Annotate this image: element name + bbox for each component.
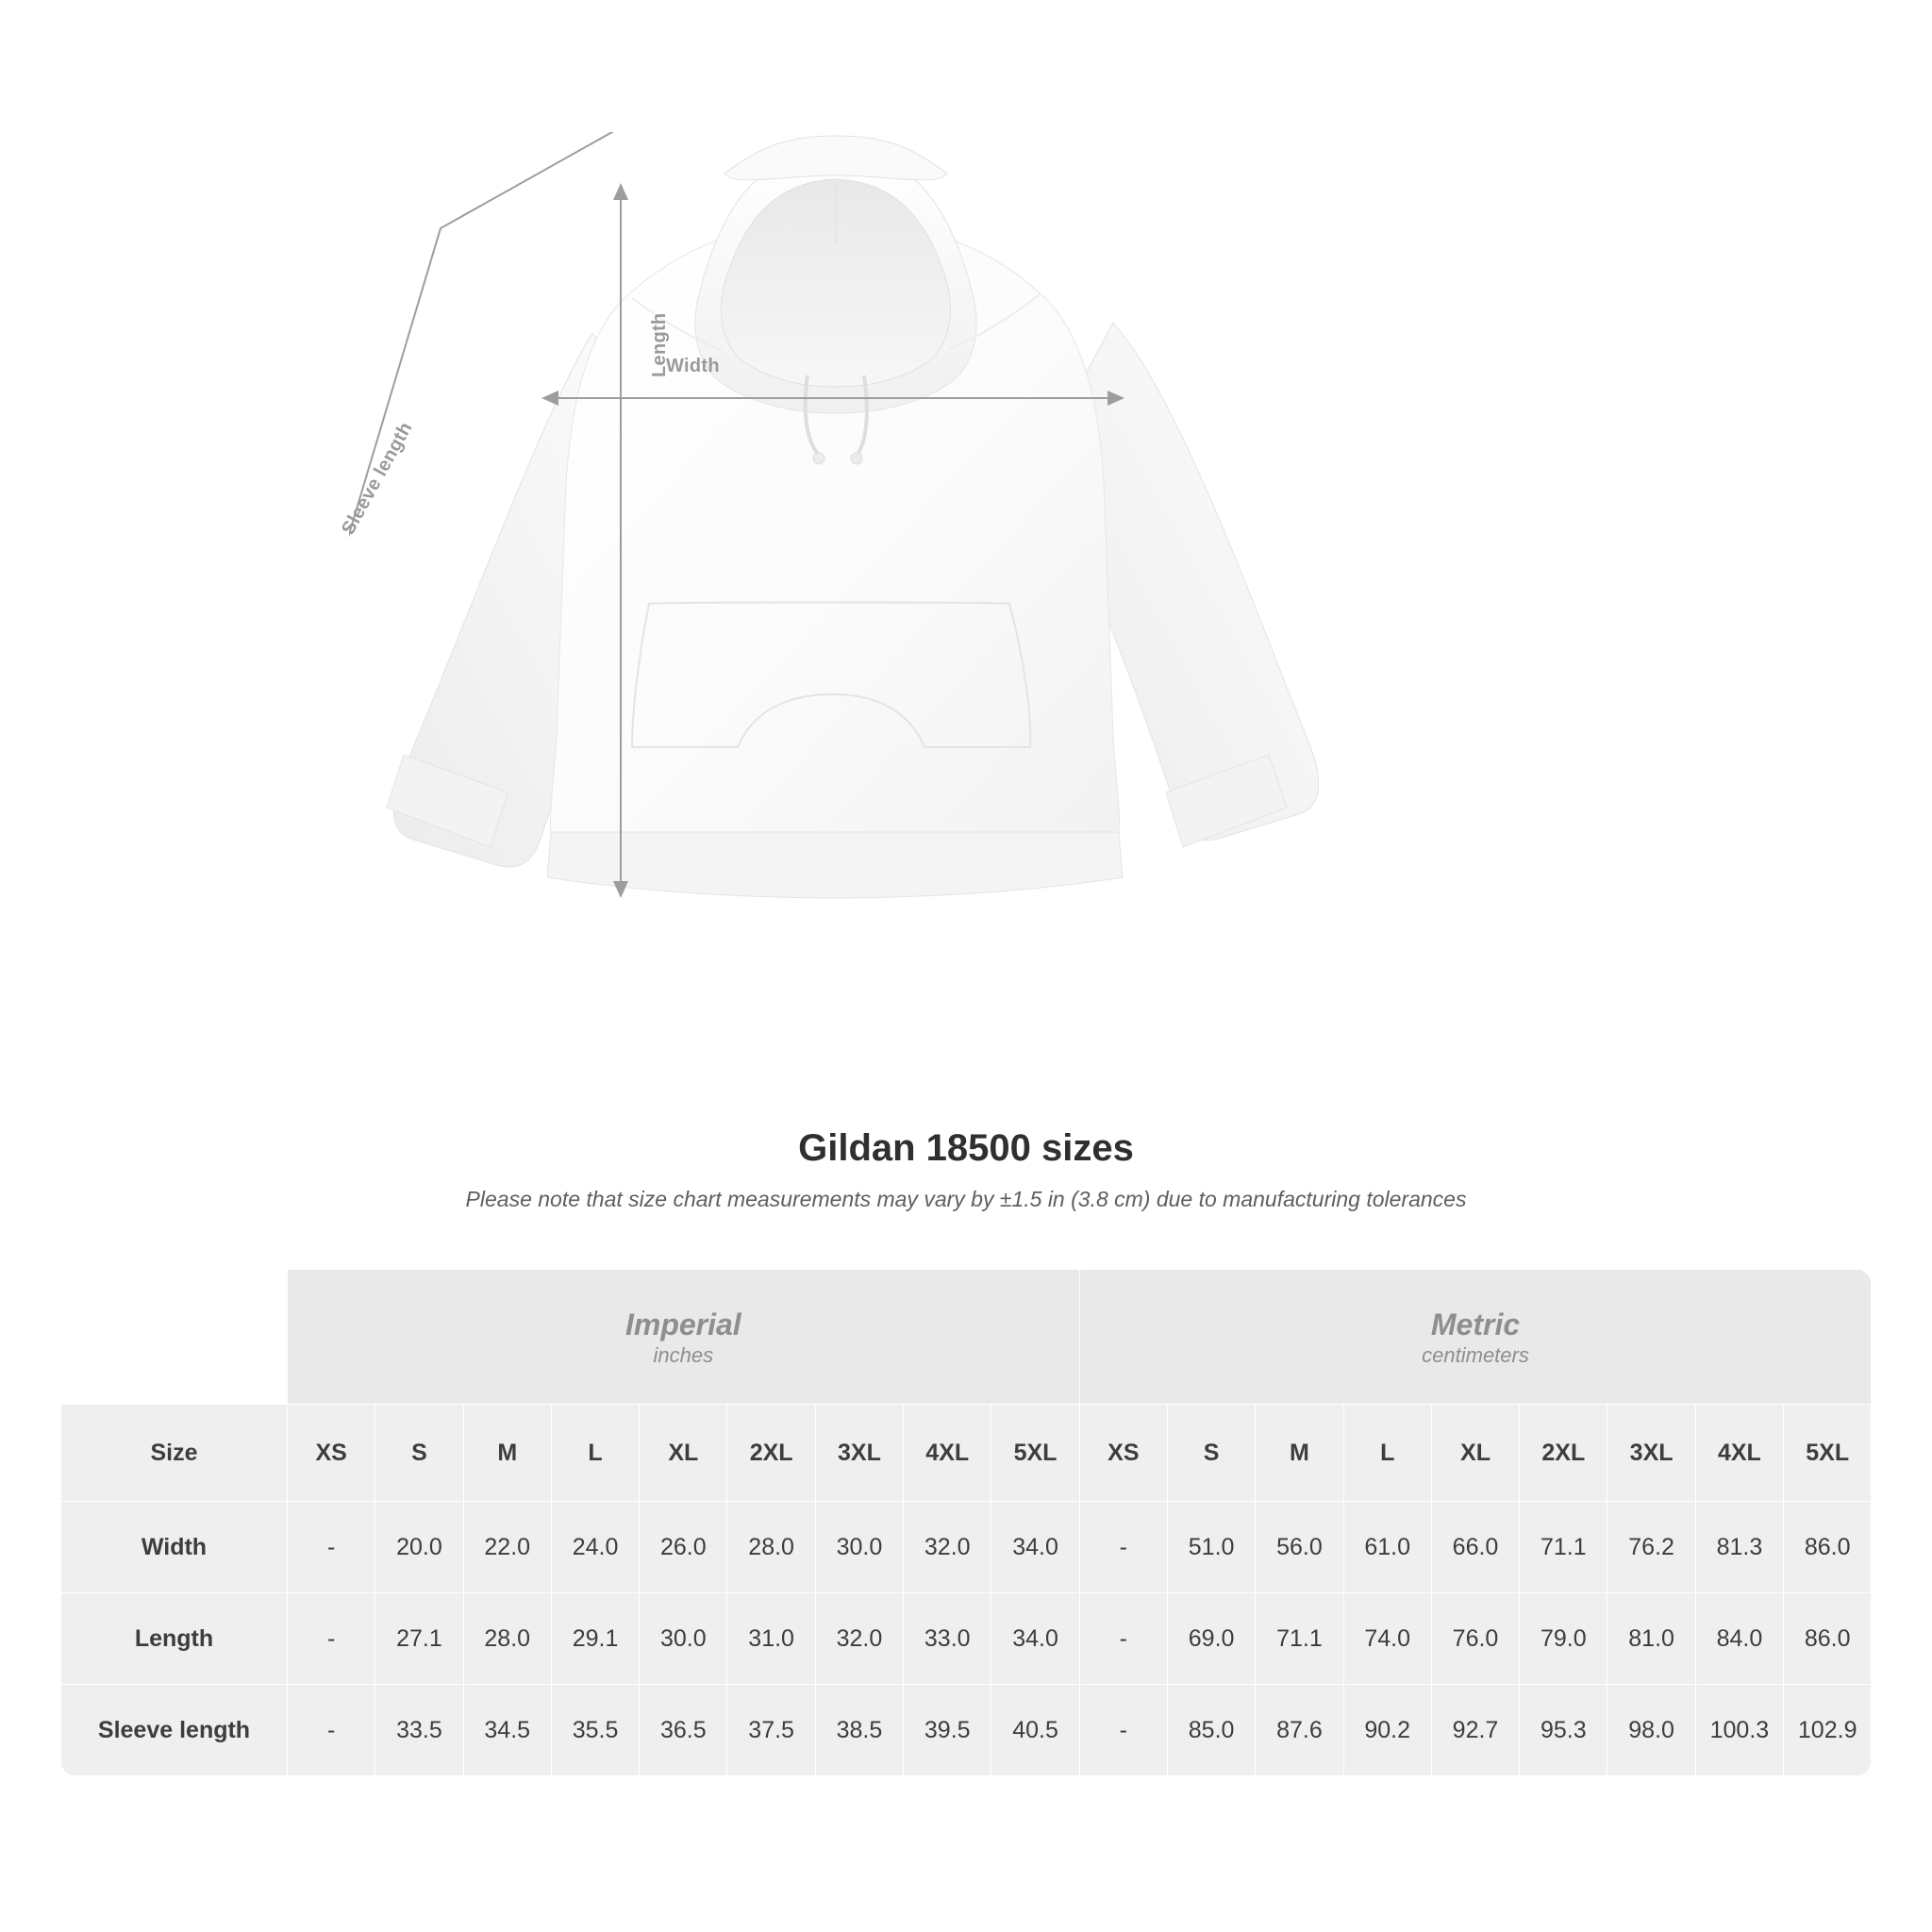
cell-sleeve-imp-s: 33.5 [375, 1685, 463, 1776]
cell-sleeve-met-m: 87.6 [1256, 1685, 1343, 1776]
cell-length-imp-l: 29.1 [551, 1593, 639, 1685]
cell-sleeve-met-2xl: 95.3 [1520, 1685, 1607, 1776]
row-label-length: Length [61, 1593, 288, 1685]
cell-length-met-5xl: 86.0 [1784, 1593, 1872, 1685]
cell-sleeve-imp-xs: - [288, 1685, 375, 1776]
sleeve-length-label: Sleeve length [338, 418, 417, 539]
size-table-container [60, 1269, 1872, 1776]
header-met-m: M [1256, 1405, 1343, 1502]
metric-sub-label: centimeters [1422, 1343, 1529, 1367]
chart-title-block [0, 1127, 1932, 1212]
hoodie-body-shape [387, 136, 1319, 898]
metric-label: Metric [1430, 1307, 1521, 1341]
cell-length-imp-xl: 30.0 [640, 1593, 727, 1685]
cell-width-imp-m: 22.0 [463, 1502, 551, 1593]
cell-width-imp-3xl: 30.0 [815, 1502, 903, 1593]
header-imp-l: L [551, 1405, 639, 1502]
cell-width-met-xl: 66.0 [1431, 1502, 1519, 1593]
cell-length-met-s: 69.0 [1167, 1593, 1255, 1685]
header-imp-3xl: 3XL [815, 1405, 903, 1502]
imperial-sub-label: inches [653, 1343, 714, 1367]
cell-sleeve-met-5xl: 102.9 [1784, 1685, 1872, 1776]
header-met-xl: XL [1431, 1405, 1519, 1502]
table-row [61, 1685, 1872, 1776]
cell-length-met-4xl: 84.0 [1695, 1593, 1783, 1685]
cell-sleeve-imp-3xl: 38.5 [815, 1685, 903, 1776]
row-label-width: Width [61, 1502, 288, 1593]
metric-unit-cell [1079, 1270, 1872, 1405]
units-spacer [61, 1270, 288, 1405]
cell-sleeve-imp-m: 34.5 [463, 1685, 551, 1776]
header-imp-m: M [463, 1405, 551, 1502]
cell-width-met-3xl: 76.2 [1607, 1502, 1695, 1593]
cell-sleeve-imp-2xl: 37.5 [727, 1685, 815, 1776]
cell-sleeve-met-xs: - [1079, 1685, 1167, 1776]
header-met-2xl: 2XL [1520, 1405, 1607, 1502]
header-met-4xl: 4XL [1695, 1405, 1783, 1502]
cell-length-imp-3xl: 32.0 [815, 1593, 903, 1685]
header-met-l: L [1343, 1405, 1431, 1502]
cell-length-imp-4xl: 33.0 [904, 1593, 991, 1685]
cell-sleeve-imp-4xl: 39.5 [904, 1685, 991, 1776]
tolerance-note: Please note that size chart measurements may vary by ±1.5 in (3.8 cm) due to manufacturing tolerances [465, 1187, 1467, 1211]
table-row [61, 1593, 1872, 1685]
cell-length-met-m: 71.1 [1256, 1593, 1343, 1685]
cell-width-met-xs: - [1079, 1502, 1167, 1593]
cell-sleeve-met-l: 90.2 [1343, 1685, 1431, 1776]
size-table [60, 1269, 1872, 1776]
header-imp-xs: XS [288, 1405, 375, 1502]
cell-sleeve-met-3xl: 98.0 [1607, 1685, 1695, 1776]
cell-width-met-5xl: 86.0 [1784, 1502, 1872, 1593]
header-imp-2xl: 2XL [727, 1405, 815, 1502]
cell-width-imp-5xl: 34.0 [991, 1502, 1079, 1593]
row-label-sleeve-length: Sleeve length [61, 1685, 288, 1776]
cell-width-met-s: 51.0 [1167, 1502, 1255, 1593]
header-imp-s: S [375, 1405, 463, 1502]
cell-length-imp-5xl: 34.0 [991, 1593, 1079, 1685]
header-imp-5xl: 5XL [991, 1405, 1079, 1502]
table-row [61, 1502, 1872, 1593]
page-title: Gildan 18500 sizes [798, 1127, 1134, 1169]
header-met-s: S [1167, 1405, 1255, 1502]
cell-width-met-2xl: 71.1 [1520, 1502, 1607, 1593]
cell-length-met-xl: 76.0 [1431, 1593, 1519, 1685]
cell-length-imp-s: 27.1 [375, 1593, 463, 1685]
cell-length-imp-2xl: 31.0 [727, 1593, 815, 1685]
header-met-xs: XS [1079, 1405, 1167, 1502]
imperial-unit-cell [288, 1270, 1080, 1405]
units-row [61, 1270, 1872, 1405]
cell-sleeve-imp-xl: 36.5 [640, 1685, 727, 1776]
cell-length-met-2xl: 79.0 [1520, 1593, 1607, 1685]
cell-width-imp-s: 20.0 [375, 1502, 463, 1593]
cell-width-imp-l: 24.0 [551, 1502, 639, 1593]
cell-width-met-m: 56.0 [1256, 1502, 1343, 1593]
cell-width-imp-xs: - [288, 1502, 375, 1593]
cell-length-met-3xl: 81.0 [1607, 1593, 1695, 1685]
header-imp-4xl: 4XL [904, 1405, 991, 1502]
header-size: Size [61, 1405, 288, 1502]
cell-length-met-l: 74.0 [1343, 1593, 1431, 1685]
cell-width-imp-xl: 26.0 [640, 1502, 727, 1593]
hoodie-svg [349, 132, 1321, 1075]
cell-width-imp-4xl: 32.0 [904, 1502, 991, 1593]
imperial-label: Imperial [625, 1307, 741, 1341]
cell-width-met-4xl: 81.3 [1695, 1502, 1783, 1593]
cell-length-met-xs: - [1079, 1593, 1167, 1685]
cell-sleeve-met-s: 85.0 [1167, 1685, 1255, 1776]
width-label: Width [666, 356, 720, 376]
cell-width-imp-2xl: 28.0 [727, 1502, 815, 1593]
cell-sleeve-imp-l: 35.5 [551, 1685, 639, 1776]
length-label: Length [649, 312, 670, 377]
hoodie-image [349, 132, 1321, 1075]
cell-sleeve-met-xl: 92.7 [1431, 1685, 1519, 1776]
cell-length-imp-xs: - [288, 1593, 375, 1685]
header-met-5xl: 5XL [1784, 1405, 1872, 1502]
cell-sleeve-met-4xl: 100.3 [1695, 1685, 1783, 1776]
header-met-3xl: 3XL [1607, 1405, 1695, 1502]
cell-width-met-l: 61.0 [1343, 1502, 1431, 1593]
size-header-row [61, 1405, 1872, 1502]
cell-length-imp-m: 28.0 [463, 1593, 551, 1685]
header-imp-xl: XL [640, 1405, 727, 1502]
cell-sleeve-imp-5xl: 40.5 [991, 1685, 1079, 1776]
